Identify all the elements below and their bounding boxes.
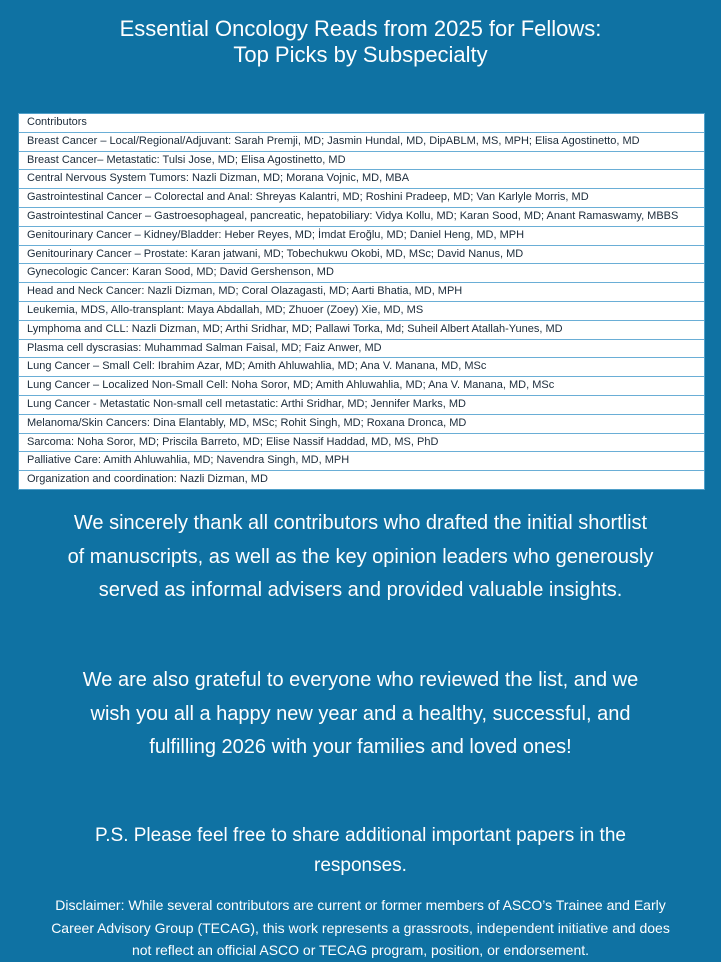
grateful-line-1: We are also grateful to everyone who reviewed the list, and we: [82, 669, 639, 691]
disclaimer: [0, 894, 721, 962]
table-row: Genitourinary Cancer – Kidney/Bladder: Heber Reyes, MD; İmdat Eroğlu, MD; Daniel Heng, MD, MPH: [19, 227, 704, 246]
table-row: Central Nervous System Tumors: Nazli Dizman, MD; Morana Vojnic, MD, MBA: [19, 170, 704, 189]
table-row: Leukemia, MDS, Allo-transplant: Maya Abdallah, MD; Zhuoer (Zoey) Xie, MD, MS: [19, 302, 704, 321]
thanks-line-3: served as informal advisers and provided valuable insights.: [98, 579, 623, 602]
disclaimer-line-3: not reflect an official ASCO or TECAG program, position, or endorsement.: [131, 942, 590, 958]
table-row: Head and Neck Cancer: Nazli Dizman, MD; Coral Olazagasti, MD; Aarti Bhatia, MD, MPH: [19, 283, 704, 302]
grateful-line-2: wish you all a happy new year and a healthy, successful, and: [90, 702, 631, 725]
grateful-line-3: fulfilling 2026 with your families and loved ones!: [149, 736, 572, 759]
ps-line-1: P.S. Please feel free to share additional important papers in the: [95, 825, 626, 846]
table-row: Lymphoma and CLL: Nazli Dizman, MD; Arthi Sridhar, MD; Pallawi Torka, Md; Suheil Albert Atallah-Yunes, MD: [19, 321, 704, 340]
disclaimer-line-2: Career Advisory Group (TECAG), this work represents a grassroots, independent initiative and does: [51, 919, 670, 936]
table-row: Gynecologic Cancer: Karan Sood, MD; David Gershenson, MD: [19, 264, 704, 283]
grateful-paragraph: [0, 664, 721, 765]
table-row: Sarcoma: Noha Soror, MD; Priscila Barreto, MD; Elise Nassif Haddad, MD, MS, PhD: [19, 434, 704, 453]
thanks-line-2: of manuscripts, as well as the key opinion leaders who generously: [67, 545, 654, 568]
table-row: Gastrointestinal Cancer – Gastroesophageal, pancreatic, hepatobiliary: Vidya Kollu, MD; Karan Sood, MD; Anant Ramaswamy, MBBS: [19, 208, 704, 227]
thanks-paragraph: [0, 507, 721, 608]
disclaimer-line-1: Disclaimer: While several contributors are current or former members of ASCO’s Trainee and Early: [55, 897, 666, 913]
table-row: Melanoma/Skin Cancers: Dina Elantably, MD, MSc; Rohit Singh, MD; Roxana Dronca, MD: [19, 415, 704, 434]
page-title: [0, 16, 721, 68]
contributors-table: [18, 113, 705, 490]
thanks-line-1: We sincerely thank all contributors who drafted the initial shortlist: [73, 512, 648, 534]
table-row: Organization and coordination: Nazli Dizman, MD: [27, 473, 268, 486]
table-row: Plasma cell dyscrasias: Muhammad Salman Faisal, MD; Faiz Anwer, MD: [19, 340, 704, 359]
table-header: Contributors: [19, 114, 704, 133]
table-row: Lung Cancer – Small Cell: Ibrahim Azar, MD; Amith Ahluwahlia, MD; Ana V. Manana, MD, MSc: [19, 358, 704, 377]
table-row: Lung Cancer – Localized Non-Small Cell: Noha Soror, MD; Amith Ahluwahlia, MD; Ana V. Manana, MD, MSc: [19, 377, 704, 396]
table-row: Genitourinary Cancer – Prostate: Karan jatwani, MD; Tobechukwu Okobi, MD, MSc; David Nanus, MD: [19, 246, 704, 265]
table-row: Breast Cancer– Metastatic: Tulsi Jose, MD; Elisa Agostinetto, MD: [19, 152, 704, 171]
title-line-2: Top Picks by Subspecialty: [233, 42, 488, 67]
title-line-1: Essential Oncology Reads from 2025 for Fellows:: [119, 16, 602, 41]
ps-line-2: responses.: [314, 855, 407, 876]
table-row: Gastrointestinal Cancer – Colorectal and Anal: Shreyas Kalantri, MD; Roshini Pradeep, MD; Van Karlyle Morris, MD: [19, 189, 704, 208]
table-row: Lung Cancer - Metastatic Non-small cell metastatic: Arthi Sridhar, MD; Jennifer Marks, MD: [19, 396, 704, 415]
table-row: Breast Cancer – Local/Regional/Adjuvant: Sarah Premji, MD; Jasmin Hundal, MD, DipABLM, MS, MPH; Elisa Agostinetto, MD: [19, 133, 704, 152]
table-row: Palliative Care: Amith Ahluwahlia, MD; Navendra Singh, MD, MPH: [19, 452, 704, 471]
ps-paragraph: [0, 821, 721, 881]
